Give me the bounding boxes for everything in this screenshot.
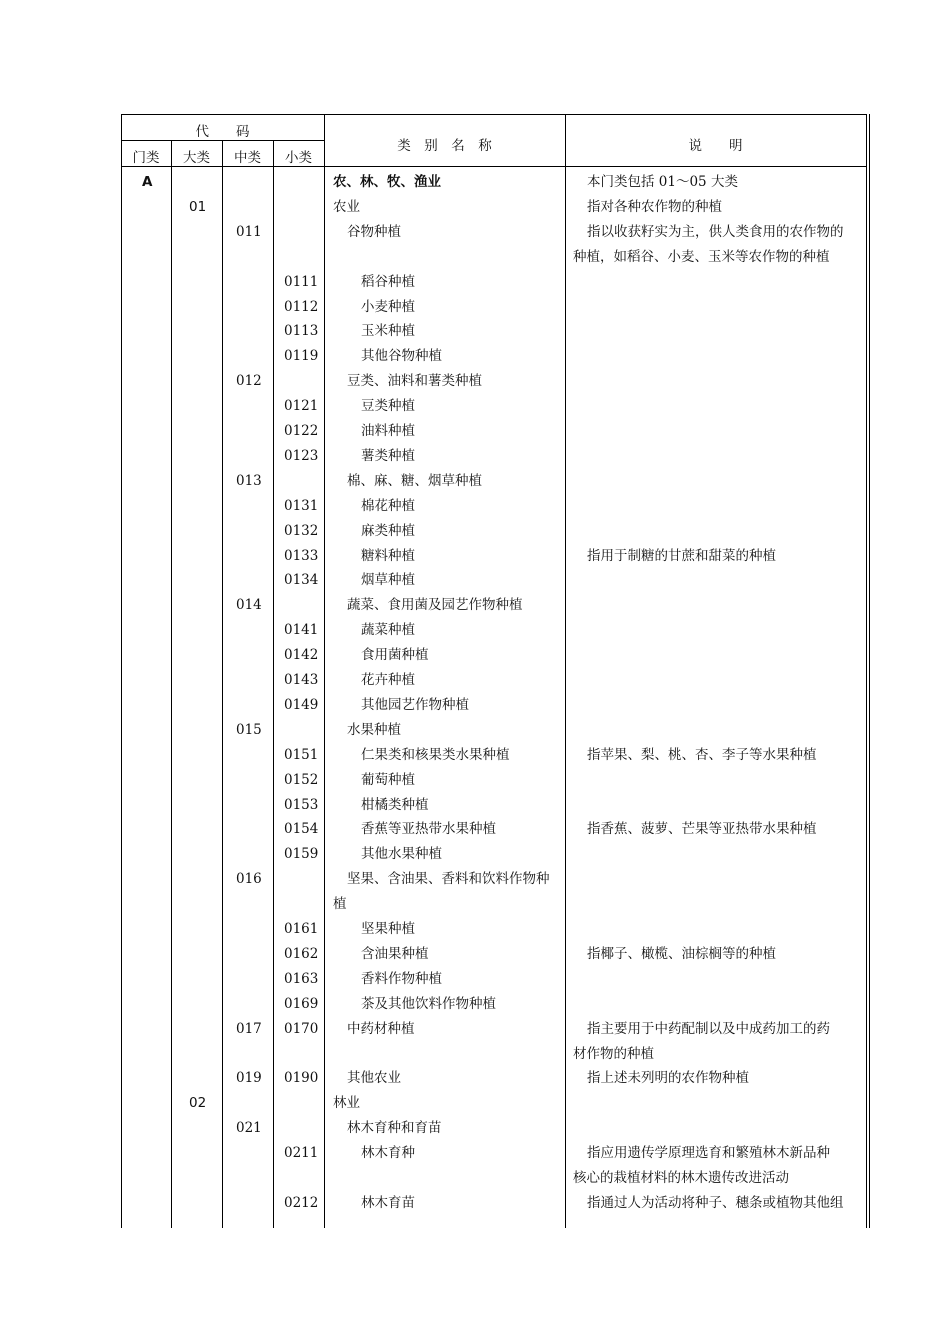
xiaolei-code: 0161 [284, 921, 319, 937]
xiaolei-code: 0142 [284, 647, 319, 664]
category-name: 麻类种植 [361, 522, 415, 539]
col-divider-xiaolei [273, 140, 274, 1228]
category-name: 葡萄种植 [361, 771, 415, 788]
category-name: 林木育苗 [361, 1194, 415, 1211]
xiaolei-code: 0169 [284, 995, 319, 1012]
zhonglei-code: 012 [236, 373, 262, 390]
xiaolei-code: 0111 [284, 273, 319, 290]
category-name: 玉米种植 [361, 323, 415, 340]
xiaolei-code: 0149 [284, 696, 319, 713]
header-xiaolei: 小类 [285, 150, 312, 166]
xiaolei-code: 0212 [284, 1194, 319, 1211]
description-line: 指应用遗传学原理选育和繁殖林木新品种 [587, 1145, 830, 1162]
category-name: 花卉种植 [361, 672, 415, 688]
category-name: 其他谷物种植 [361, 348, 442, 365]
category-name: 农业 [333, 198, 360, 215]
category-name: 豆类种植 [361, 398, 415, 415]
header-name: 类 别 名 称 [397, 138, 492, 154]
header-code-divider [121, 140, 324, 141]
description-line: 指主要用于中药配制以及中成药加工的药 [587, 1020, 830, 1037]
category-name: 中药材种植 [347, 1020, 415, 1037]
description-line: 材作物的种植 [573, 1045, 654, 1062]
header-desc: 说 明 [688, 138, 743, 154]
header-dalei: 大类 [183, 150, 210, 166]
description-line: 指香蕉、菠萝、芒果等亚热带水果种植 [587, 821, 817, 838]
description-line: 指上述未列明的农作物种植 [587, 1070, 749, 1087]
category-name: 蔬菜种植 [361, 622, 415, 639]
category-name: 坚果、含油果、香料和饮料作物种 [347, 871, 550, 888]
category-name: 其他水果种植 [361, 846, 442, 863]
xiaolei-code: 0163 [284, 970, 319, 987]
xiaolei-code: 0159 [284, 846, 319, 863]
header-code-group: 代 码 [195, 124, 250, 140]
xiaolei-code: 0211 [284, 1145, 319, 1162]
description-line: 指用于制糖的甘蔗和甜菜的种植 [587, 547, 776, 564]
category-name: 林木育种 [361, 1145, 415, 1162]
xiaolei-code: 0113 [284, 323, 319, 340]
xiaolei-code: 0112 [284, 298, 319, 315]
description-line: 指椰子、橄榄、油棕榈等的种植 [587, 945, 776, 962]
table-border-left [121, 114, 122, 1228]
dalei-code: 02 [189, 1095, 207, 1112]
xiaolei-code: 0122 [284, 423, 319, 439]
category-name-continued: 植 [333, 896, 347, 913]
xiaolei-code: 0134 [284, 572, 319, 589]
category-name: 柑橘类种植 [361, 796, 429, 813]
category-name: 林业 [333, 1095, 360, 1112]
xiaolei-code: 0152 [284, 771, 319, 788]
description-line: 本门类包括 01～05 大类 [587, 174, 738, 190]
category-name: 含油果种植 [361, 945, 429, 962]
xiaolei-code: 0190 [284, 1070, 319, 1087]
zhonglei-code: 015 [236, 721, 262, 738]
category-name: 农、林、牧、渔业 [333, 174, 441, 190]
category-name: 食用菌种植 [361, 647, 429, 664]
xiaolei-code: 0123 [284, 447, 319, 464]
category-name: 薯类种植 [361, 447, 415, 464]
zhonglei-code: 021 [236, 1120, 262, 1137]
col-divider-dalei [171, 140, 172, 1228]
category-name: 棉、麻、糖、烟草种植 [347, 472, 482, 489]
description-line: 指通过人为活动将种子、穗条或植物其他组 [587, 1194, 844, 1211]
xiaolei-code: 0143 [284, 672, 319, 688]
category-name: 其他农业 [347, 1070, 401, 1087]
category-name: 豆类、油料和薯类种植 [347, 373, 482, 390]
category-name: 香料作物种植 [361, 970, 442, 987]
xiaolei-code: 0170 [284, 1020, 319, 1037]
description-line: 种植，如稻谷、小麦、玉米等农作物的种植 [573, 248, 830, 265]
table-border-right-outer [869, 114, 870, 1228]
header-bottom-divider [121, 166, 867, 167]
zhonglei-code: 011 [236, 223, 262, 240]
category-name: 糖料种植 [361, 547, 415, 564]
xiaolei-code: 0153 [284, 796, 319, 813]
dalei-code: 01 [189, 198, 207, 215]
menlei-code: A [142, 174, 153, 190]
description-line: 指苹果、梨、桃、杏、李子等水果种植 [587, 746, 817, 763]
xiaolei-code: 0131 [284, 497, 319, 514]
zhonglei-code: 014 [236, 597, 262, 614]
category-name: 小麦种植 [361, 298, 415, 315]
category-name: 水果种植 [347, 721, 401, 738]
description-line: 指对各种农作物的种植 [587, 198, 722, 215]
category-name: 仁果类和核果类水果种植 [361, 746, 510, 763]
xiaolei-code: 0151 [284, 746, 319, 763]
zhonglei-code: 017 [236, 1020, 262, 1037]
zhonglei-code: 019 [236, 1070, 262, 1087]
description-line: 核心的栽植材料的林木遗传改进活动 [573, 1170, 789, 1186]
category-name: 蔬菜、食用菌及园艺作物种植 [347, 597, 523, 614]
classification-table [121, 114, 870, 1228]
xiaolei-code: 0132 [284, 522, 319, 539]
category-name: 油料种植 [361, 423, 415, 439]
xiaolei-code: 0119 [284, 348, 319, 365]
category-name: 烟草种植 [361, 572, 415, 589]
category-name: 香蕉等亚热带水果种植 [361, 821, 496, 838]
category-name: 林木育种和育苗 [347, 1120, 442, 1137]
category-name: 棉花种植 [361, 497, 415, 514]
xiaolei-code: 0133 [284, 547, 319, 564]
table-border-top [121, 114, 867, 115]
col-divider-desc [565, 114, 566, 1228]
category-name: 坚果种植 [361, 921, 415, 937]
zhonglei-code: 016 [236, 871, 262, 888]
zhonglei-code: 013 [236, 472, 262, 489]
col-divider-zhonglei [222, 140, 223, 1228]
xiaolei-code: 0162 [284, 945, 319, 962]
header-zhonglei: 中类 [234, 150, 261, 166]
category-name: 稻谷种植 [361, 273, 415, 290]
category-name: 茶及其他饮料作物种植 [361, 995, 496, 1012]
table-border-right [866, 114, 867, 1228]
col-divider-name [324, 114, 325, 1228]
category-name: 其他园艺作物种植 [361, 696, 469, 713]
xiaolei-code: 0121 [284, 398, 319, 415]
description-line: 指以收获籽实为主，供人类食用的农作物的 [587, 223, 844, 240]
xiaolei-code: 0154 [284, 821, 319, 838]
header-menlei: 门类 [132, 150, 160, 166]
xiaolei-code: 0141 [284, 622, 319, 639]
category-name: 谷物种植 [347, 223, 401, 240]
